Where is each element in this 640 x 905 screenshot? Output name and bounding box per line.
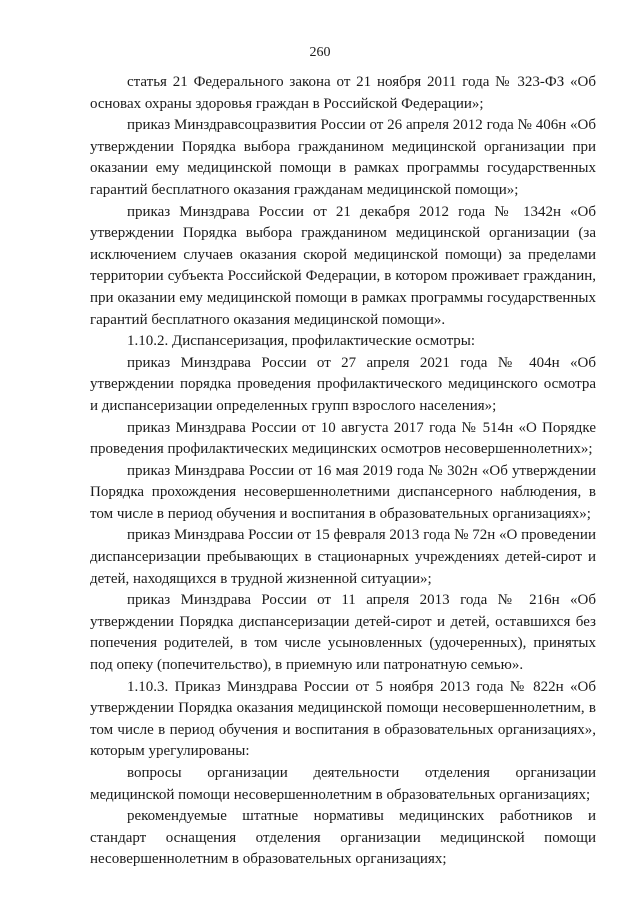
- paragraph-order-406n: приказ Минздравсоцразвития России от 26 апреля 2012 года № 406н «Об утверждении Порядка выбора гражданином медицинской организации при оказании ему медицинской помощи в рамках программы государственных гарантий бесплатного оказания гражданам медицинской помощи»;: [90, 117, 596, 198]
- section-heading-1-10-3: 1.10.3. Приказ Минздрава России от 5 ноября 2013 года № 822н «Об утверждении Порядка оказания медицинской помощи несовершеннолетним, в том числе в период обучения и воспитания в образовательных организациях», которым урегулированы:: [90, 678, 596, 760]
- paragraph-order-514n: приказ Минздрава России от 10 августа 2017 года № 514н «О Порядке проведения профилактических медицинских осмотров несовершеннолетних»;: [90, 419, 596, 458]
- paragraph-order-302n: приказ Минздрава России от 16 мая 2019 года № 302н «Об утверждении Порядка прохождения несовершеннолетними диспансерного наблюдения, в том числе в период обучения и воспитания в образовательных организациях»;: [90, 462, 596, 522]
- document-body: [90, 72, 596, 871]
- paragraph-item-staffing-standards: рекомендуемые штатные нормативы медицинских работников и стандарт оснащения отделения организации медицинской помощи несовершеннолетним в образовательных организациях;: [90, 808, 596, 868]
- paragraph-order-404n: приказ Минздрава России от 27 апреля 2021 года № 404н «Об утверждении порядка проведения профилактического медицинского осмотра и диспансеризации определенных групп взрослого населения»;: [90, 354, 596, 414]
- paragraph-order-1342n: приказ Минздрава России от 21 декабря 2012 года № 1342н «Об утверждении Порядка выбора гражданином медицинской организации (за исключением случаев оказания скорой медицинской помощи) за пределами территории субъекта Российской Федерации, в котором проживает гражданин, при оказании ему медицинской помощи в рамках программы государственных гарантий бесплатного оказания медицинской помощи».: [90, 203, 596, 328]
- paragraph-law-323fz: статья 21 Федерального закона от 21 ноября 2011 года № 323-ФЗ «Об основах охраны здоровья граждан в Российской Федерации»;: [90, 74, 596, 112]
- paragraph-order-216n: приказ Минздрава России от 11 апреля 2013 года № 216н «Об утверждении Порядка диспансеризации детей-сирот и детей, оставшихся без попечения родителей, в том числе усыновленных (удочеренных), принятых под опеку (попечительство), в приемную или патронатную семью».: [90, 592, 596, 674]
- page-number: 260: [309, 45, 331, 60]
- paragraph-item-department-activity: вопросы организации деятельности отделения организации медицинской помощи несовершеннолетним в образовательных организациях;: [90, 765, 596, 803]
- paragraph-order-72n: приказ Минздрава России от 15 февраля 2013 года № 72н «О проведении диспансеризации пребывающих в стационарных учреждениях детей-сирот и детей, находящихся в трудной жизненной ситуации»;: [90, 527, 596, 587]
- section-heading-1-10-2: 1.10.2. Диспансеризация, профилактические осмотры:: [127, 333, 476, 350]
